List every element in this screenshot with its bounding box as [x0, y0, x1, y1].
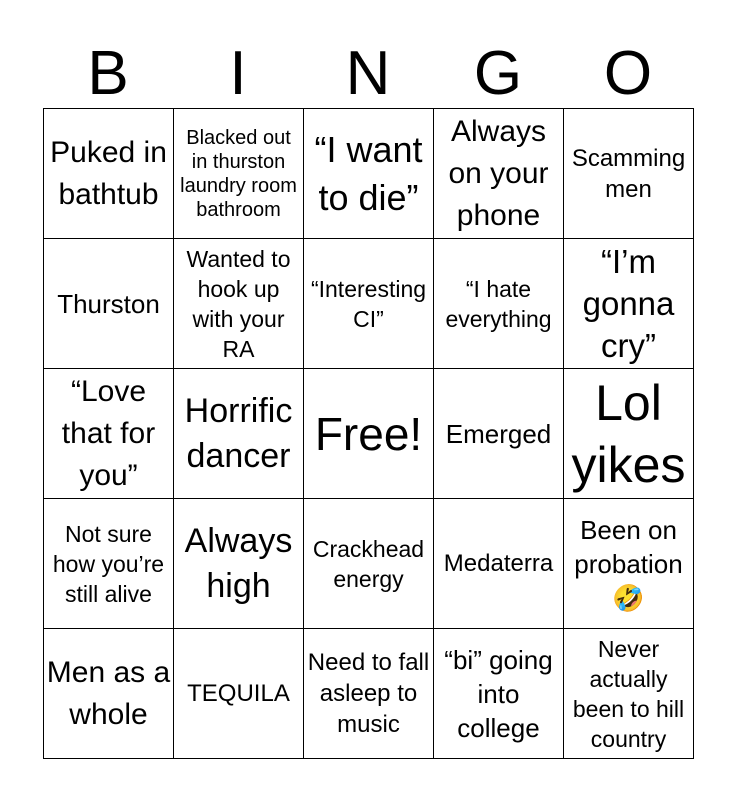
bingo-cell[interactable] [174, 239, 304, 369]
header-letter-o: O [603, 39, 653, 108]
header-letter-n: N [345, 39, 391, 108]
bingo-cell[interactable] [304, 629, 434, 759]
bingo-cell[interactable] [174, 369, 304, 499]
cell-label: “Love that for you” [61, 374, 156, 492]
grid-row [44, 109, 694, 239]
bingo-cell[interactable] [434, 109, 564, 239]
bingo-cell[interactable] [564, 239, 694, 369]
cell-label: Crackhead energy [312, 535, 425, 592]
header-letter-b: B [87, 39, 129, 108]
bingo-cell[interactable] [564, 109, 694, 239]
bingo-cell[interactable] [44, 629, 174, 759]
cell-label: Men as a whole [46, 655, 171, 731]
cell-label: Always high [184, 521, 293, 605]
grid-row [44, 629, 694, 759]
cell-label: “Interesting CI” [310, 275, 427, 332]
cell-label: Never actually been to hill country [572, 635, 685, 752]
bingo-cell[interactable] [44, 109, 174, 239]
bingo-cell[interactable] [434, 369, 564, 499]
cell-label: TEQUILA [187, 680, 290, 707]
bingo-cell[interactable] [434, 239, 564, 369]
bingo-cell[interactable] [564, 369, 694, 499]
cell-label: “I hate everything [445, 275, 552, 332]
bingo-cell[interactable] [304, 499, 434, 629]
cell-label: Always on your phone [448, 114, 549, 232]
bingo-cell[interactable] [174, 629, 304, 759]
cell-label: Blacked out in thurston laundry room bathroom [180, 126, 297, 221]
cell-label: “bi” going into college [444, 644, 553, 743]
cell-label: Free! [314, 407, 423, 460]
cell-label: “I’m gonna cry” [582, 242, 675, 364]
cell-label: “I want to die” [314, 128, 423, 218]
bingo-cell[interactable] [44, 239, 174, 369]
bingo-cell[interactable] [434, 629, 564, 759]
bingo-cell[interactable] [174, 109, 304, 239]
bingo-cell[interactable] [564, 499, 694, 629]
bingo-cell[interactable] [564, 629, 694, 759]
grid-row [44, 369, 694, 499]
bingo-cell[interactable] [44, 369, 174, 499]
cell-label: Been on probation 🤣 [574, 514, 683, 613]
bingo-header [43, 40, 693, 108]
bingo-cell[interactable] [174, 499, 304, 629]
cell-label: Need to fall asleep to music [307, 649, 430, 738]
bingo-cell[interactable] [434, 499, 564, 629]
bingo-grid [43, 108, 694, 759]
grid-row [44, 499, 694, 629]
free-space[interactable] [304, 369, 434, 499]
bingo-cell[interactable] [44, 499, 174, 629]
cell-label: Lol yikes [571, 374, 686, 493]
cell-label: Medaterra [443, 550, 554, 577]
cell-label: Thurston [57, 288, 160, 319]
cell-label: Horrific dancer [184, 391, 293, 475]
bingo-cell[interactable] [304, 109, 434, 239]
header-letter-i: I [229, 39, 247, 108]
cell-label: Not sure how you’re still alive [52, 520, 165, 607]
cell-label: Emerged [445, 418, 552, 449]
header-letter-g: G [473, 39, 523, 108]
cell-label: Puked in bathtub [50, 135, 167, 211]
grid-row [44, 239, 694, 369]
cell-label: Wanted to hook up with your RA [186, 245, 291, 362]
cell-label: Scamming men [571, 144, 686, 203]
bingo-cell[interactable] [304, 239, 434, 369]
